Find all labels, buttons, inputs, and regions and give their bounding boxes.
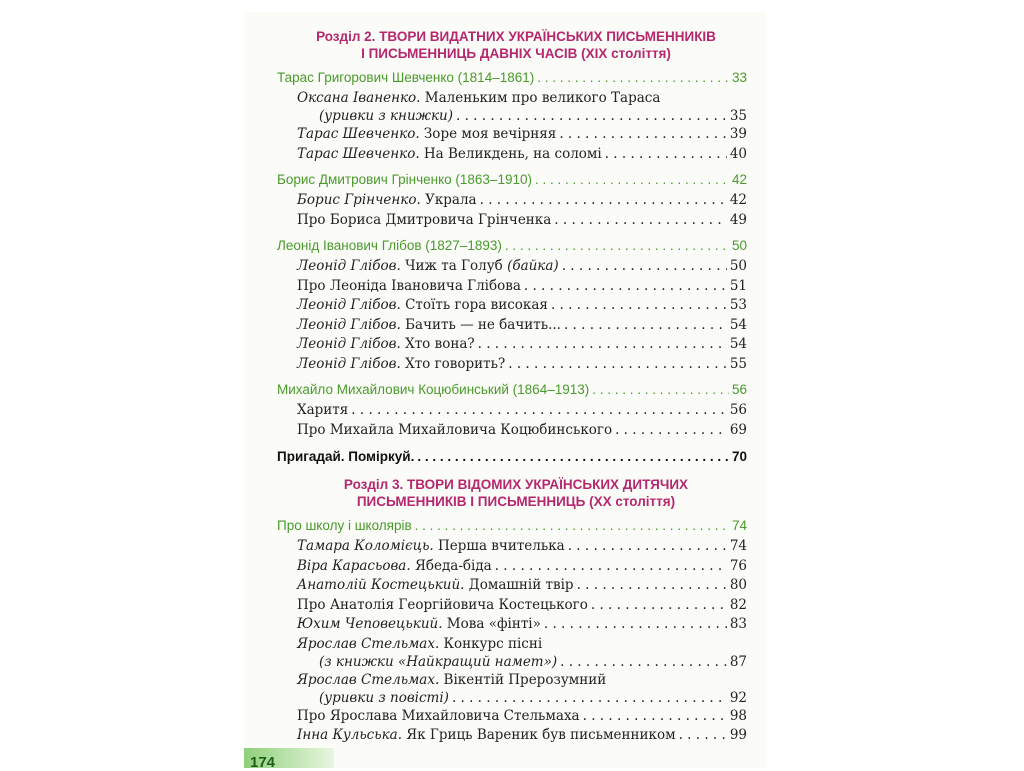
page-number: 82 <box>729 596 747 613</box>
leader-dots <box>452 689 727 707</box>
leader-dots <box>554 211 727 231</box>
toc-entry-continuation <box>277 107 747 125</box>
toc-entry <box>277 296 747 316</box>
leader-dots <box>679 726 727 746</box>
leader-dots <box>591 596 727 616</box>
folio: 174 <box>250 754 276 771</box>
page-number: 74 <box>729 538 747 554</box>
page-number: 56 <box>731 382 747 397</box>
entry-subtitle: (з книжки «Найкращий намет») <box>319 653 558 670</box>
page-number: 42 <box>729 192 747 208</box>
leader-dots <box>524 277 727 297</box>
page-number: 76 <box>729 557 747 574</box>
entry-author: Борис Грінченко. <box>297 192 421 208</box>
group-grinchenko <box>277 168 747 191</box>
entry-title: Маленьким про великого Тараса <box>420 90 661 106</box>
group-label: Тарас Григорович Шевченко (1814–1861) <box>277 70 535 85</box>
entry-title: Перша вчителька <box>433 538 565 554</box>
entry-title: Чиж та Голуб <box>400 258 508 274</box>
page-number: 92 <box>729 689 747 706</box>
entry-author: Леонід Глібов. <box>297 258 401 274</box>
leader-dots <box>562 257 727 277</box>
entry-author: Ярослав Стельмах. <box>297 671 440 688</box>
entry-title: Домашній твір <box>464 577 574 593</box>
leader-dots <box>537 66 729 89</box>
section-2-heading <box>285 28 747 62</box>
leader-dots <box>564 316 727 336</box>
leader-dots <box>577 576 727 596</box>
toc-entry <box>277 635 747 653</box>
leader-dots <box>480 191 727 211</box>
toc-entry <box>277 277 747 297</box>
group-kotsiubynsky <box>277 378 747 401</box>
page-number: 80 <box>729 577 747 593</box>
toc-entry <box>277 596 747 616</box>
section-2-line-2: І ПИСЬМЕННИЦЬ ДАВНІХ ЧАСІВ (ХІХ століття) <box>361 46 671 61</box>
toc-entry <box>277 191 747 211</box>
toc-entry <box>277 355 747 375</box>
entry-title: Вікентій Прерозумний <box>439 671 607 688</box>
leader-dots <box>568 537 727 557</box>
page-number: 74 <box>731 518 747 533</box>
page-number: 33 <box>731 70 747 85</box>
entry-title: На Великдень, на соломі <box>419 145 602 162</box>
toc-entry <box>277 421 747 441</box>
entry-title: Харитя <box>297 402 349 418</box>
page-number: 98 <box>729 707 747 724</box>
leader-dots <box>615 421 727 441</box>
leader-dots <box>495 557 727 577</box>
entry-author: Оксана Іваненко. <box>297 90 421 106</box>
entry-title: Про Леоніда Івановича Глібова <box>297 277 521 294</box>
leader-dots <box>351 401 727 421</box>
entry-author: Ярослав Стельмах. <box>297 635 440 652</box>
group-label: Михайло Михайлович Коцюбинський (1864–1913) <box>277 382 590 397</box>
page-number: 55 <box>729 355 747 372</box>
page-number: 56 <box>729 402 747 418</box>
toc-entry <box>277 557 747 577</box>
toc-entry-continuation <box>277 653 747 671</box>
group-label: Леонід Іванович Глібов (1827–1893) <box>277 238 502 253</box>
entry-author: Тарас Шевченко. <box>297 126 420 142</box>
page-number: 49 <box>729 211 747 228</box>
page-number: 50 <box>729 258 747 274</box>
leader-dots <box>456 107 727 125</box>
entry-title: Як Гриць Вареник був письменником <box>402 727 676 743</box>
entry-author: Анатолій Костецький. <box>297 577 465 593</box>
page-number: 70 <box>731 449 747 464</box>
recall-label: Пригадай. Поміркуй. <box>277 449 415 464</box>
group-school <box>277 514 747 537</box>
page-number: 87 <box>729 653 747 670</box>
leader-dots <box>415 514 729 537</box>
page-number: 99 <box>729 727 747 743</box>
leader-dots <box>544 615 727 635</box>
leader-dots <box>535 168 729 191</box>
toc-entry <box>277 145 747 165</box>
entry-author: Леонід Глібов. <box>297 355 401 372</box>
toc-entry <box>277 401 747 421</box>
page-number: 54 <box>729 336 747 352</box>
page-number: 53 <box>729 297 747 313</box>
entry-genre: (байка) <box>507 258 559 274</box>
toc-entry <box>277 316 747 336</box>
leader-dots <box>508 355 727 375</box>
leader-dots <box>505 234 729 257</box>
page-number: 69 <box>729 421 747 438</box>
toc-entry <box>277 707 747 727</box>
leader-dots <box>559 125 727 145</box>
section-3-heading <box>285 476 747 510</box>
toc-entry <box>277 576 747 596</box>
toc-entry-continuation <box>277 689 747 707</box>
entry-author: Тарас Шевченко. <box>297 145 420 162</box>
entry-title: Конкурс пісні <box>439 635 543 652</box>
entry-title: Украла <box>420 192 477 208</box>
toc-entry <box>277 335 747 355</box>
entry-title: Хто говорить? <box>400 355 506 372</box>
entry-title: Мова «фінті» <box>442 616 541 632</box>
page-number: 50 <box>731 238 747 253</box>
page-number: 35 <box>729 108 747 124</box>
entry-title: Зоре моя вечірняя <box>419 126 557 142</box>
toc-entry <box>277 537 747 557</box>
leader-dots <box>583 707 727 727</box>
leader-dots <box>417 446 729 468</box>
toc-entry <box>277 125 747 145</box>
group-label: Про школу і школярів <box>277 518 412 533</box>
group-glibov <box>277 234 747 257</box>
page-number: 40 <box>729 145 747 162</box>
toc-entry <box>277 89 747 107</box>
leader-dots <box>592 378 729 401</box>
page-number: 83 <box>729 616 747 632</box>
section-3-line-1: Розділ 3. ТВОРИ ВІДОМИХ УКРАЇНСЬКИХ ДИТЯЧИХ <box>343 477 689 492</box>
entry-author: Леонід Глібов. <box>297 336 401 352</box>
leader-dots <box>478 335 727 355</box>
entry-author: Юхим Чеповецький. <box>297 616 443 632</box>
entry-author: Інна Кульська. <box>297 727 402 743</box>
entry-title: Ябеда-біда <box>410 557 492 574</box>
leader-dots <box>605 145 727 165</box>
entry-title: Стоїть гора високая <box>400 297 548 313</box>
entry-title: Про Михайла Михайловича Коцюбинського <box>297 421 613 438</box>
entry-title: Про Анатолія Георгійовича Костецького <box>297 596 588 613</box>
entry-subtitle: (уривки з повісті) <box>319 689 449 706</box>
page-number: 39 <box>729 126 747 142</box>
toc-entry <box>277 726 747 746</box>
entry-author: Віра Карасьова. <box>297 557 411 574</box>
group-shevchenko <box>277 66 747 89</box>
entry-title: Бачить — не бачить... <box>400 316 561 333</box>
page-number: 54 <box>729 316 747 333</box>
section-2-line-1: Розділ 2. ТВОРИ ВИДАТНИХ УКРАЇНСЬКИХ ПИСЬМЕННИКІВ <box>316 29 716 44</box>
toc-entry <box>277 211 747 231</box>
entry-title: Про Ярослава Михайловича Стельмаха <box>297 707 580 724</box>
leader-dots <box>560 653 727 671</box>
table-of-contents <box>277 28 747 746</box>
entry-title: Хто вона? <box>400 336 475 352</box>
page-number: 51 <box>729 277 747 294</box>
entry-subtitle: (уривки з книжки) <box>319 108 454 124</box>
entry-author: Тамара Коломієць. <box>297 538 434 554</box>
entry-author: Леонід Глібов. <box>297 316 401 333</box>
page-number-tab <box>244 748 334 771</box>
toc-entry <box>277 257 747 277</box>
toc-entry <box>277 671 747 689</box>
entry-author: Леонід Глібов. <box>297 297 401 313</box>
section-3-line-2: ПИСЬМЕННИКІВ І ПИСЬМЕННИЦЬ (ХХ століття) <box>356 494 676 509</box>
leader-dots <box>551 296 727 316</box>
toc-entry <box>277 615 747 635</box>
entry-title: Про Бориса Дмитровича Грінченка <box>297 211 552 228</box>
recall-row <box>277 446 747 468</box>
page-number: 42 <box>731 172 747 187</box>
group-label: Борис Дмитрович Грінченко (1863–1910) <box>277 172 532 187</box>
